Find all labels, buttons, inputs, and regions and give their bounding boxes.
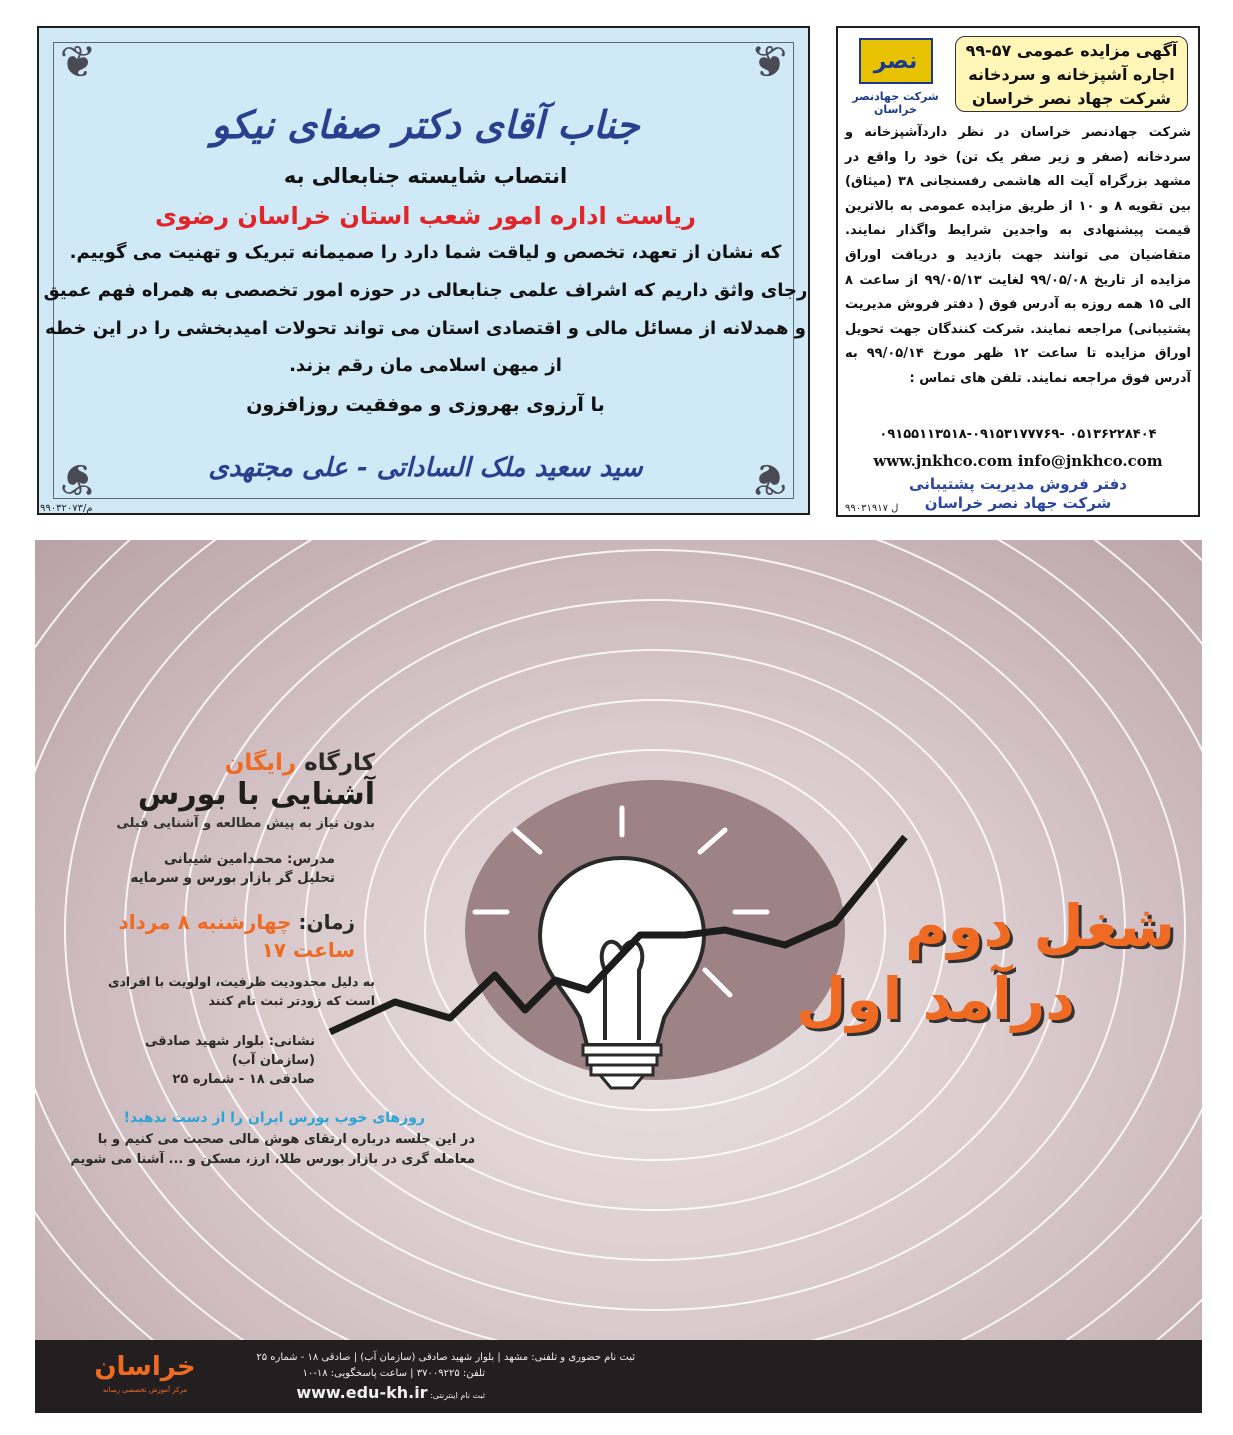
address-line: (سازمان آب): [231, 1053, 315, 1068]
auction-body: شرکت جهادنصر خراسان در نظر داردآشپزخانه و سردخانه (صفر و زیر صفر یک تن) خود را واقع در مشهد بزرگراه آیت اله هاشمی رفسنجانی ۳۸ (میثاق) بین تقویه ۸ و ۱۰ از طریق مزایده عمومی به بالاترین قیمت پیشنهادی به واجدین شرایط واگذار نمایند. متقاضیان می توانند جهت بازدید و دریافت اوراق مزایده از تاریخ ۹۹/۰۵/۰۸ لغایت ۹۹/۰۵/۱۳ از ساعت ۸ الی ۱۵ همه روزه به آدرس فوق ( دفتر فروش مدیریت پشتیبانی) مراجعه نمایند. شرکت کنندگان جهت تحویل اوراق مزایده تا ساعت ۱۲ ظهر مورخ ۹۹/۰۵/۱۴ به آدرس فوق مراجعه نمایند. تلفن های تماس :: [845, 125, 1192, 386]
ornament-icon: ❦: [750, 37, 788, 88]
teacher-role: تحلیل گر بازار بورس و سرمایه: [130, 870, 335, 886]
body-line: رجای واثق داریم که اشراف علمی جنابعالی در حوزه امور تخصصی به همراه فهم عمیق: [43, 280, 808, 301]
department-name: دفتر فروش مدیریت پشتیبانی: [909, 475, 1127, 493]
footer-registration: ثبت نام حضوری و تلفنی: مشهد | بلوار شهید صادقی (سازمان آب) | صادقی ۱۸ - شماره ۲۵: [256, 1352, 635, 1363]
teacher-info: [55, 850, 335, 888]
capacity-line: است که زودتر ثبت نام کنند: [208, 993, 375, 1008]
workshop-title: آشنایی با بورس: [137, 777, 375, 812]
address-line: نشانی: بلوار شهید صادقی: [144, 1034, 315, 1049]
ad-code: ۹۹۰۳۱۹۱۷ ل: [845, 503, 899, 514]
position-line: ریاست اداره امور شعب استان خراسان رضوی: [155, 202, 696, 230]
session-description: [55, 1130, 475, 1170]
workshop-subtitle: بدون نیاز به پیش مطالعه و آشنایی قبلی: [116, 816, 375, 831]
address-line: صادقی ۱۸ - شماره ۲۵: [172, 1072, 315, 1087]
contact-phones: ۰۹۱۵۵۱۱۳۵۱۸-۰۹۱۵۳۱۷۷۷۶۹- ۰۵۱۳۶۲۲۸۴۰۴: [879, 427, 1157, 442]
headline-second-job: شغل دوم: [904, 892, 1175, 960]
brand-logo: خراسان: [94, 1352, 196, 1382]
website-link[interactable]: www.edu-kh.ir: [296, 1383, 428, 1402]
time-day: چهارشنبه ۸ مرداد: [118, 910, 292, 934]
website-label: ثبت نام اینترنتی:: [427, 1391, 485, 1400]
body-line: از میهن اسلامی مان رقم بزند.: [289, 355, 562, 376]
appointment-line: انتصاب شایسته جنابعالی به: [283, 164, 568, 188]
description-line: معامله گری در بازار بورس طلا، ارز، مسکن و ... آشنا می شویم: [70, 1152, 475, 1167]
auction-title: آگهی مزایده عمومی ۵۷-۹۹: [965, 41, 1178, 60]
body-line: و همدلانه از مسائل مالی و اقتصادی استان می تواند تحولات امیدبخشی را در این خطه: [45, 318, 806, 339]
description-line: در این جلسه درباره ارتقای هوش مالی صحبت می کنیم و با: [97, 1132, 475, 1147]
address-info: [55, 1032, 315, 1089]
workshop-poster: [35, 540, 1202, 1413]
workshop-label: [75, 750, 375, 776]
auction-title-box: [955, 36, 1188, 112]
website-email: www.jnkhco.com info@jnkhco.com: [873, 452, 1163, 470]
ornament-icon: ❦: [750, 453, 788, 504]
ornament-icon: ❦: [59, 453, 97, 504]
footer-website: [185, 1383, 485, 1402]
company-logo: [843, 38, 948, 116]
headline-first-income: درآمد اول: [796, 965, 1075, 1033]
brand-subtitle: مرکز آموزش تخصصی رسانه: [102, 1386, 188, 1394]
free-badge: رایگان: [224, 750, 297, 776]
congratulation-ad: [37, 26, 810, 515]
workshop-prefix: کارگاه: [296, 750, 375, 776]
signers: سید سعید ملک الساداتی - علی مجتهدی: [208, 453, 643, 483]
time-label: زمان:: [291, 910, 355, 934]
addressee-heading: جناب آقای دکتر صفای نیکو: [211, 102, 640, 147]
wishes-line: با آرزوی بهروزی و موفقیت روزافزون: [246, 394, 605, 416]
slogan: روزهای خوب بورس ایران را از دست ندهید!: [123, 1110, 425, 1126]
capacity-line: به دلیل محدودیت ظرفیت، اولویت با افرادی: [108, 974, 375, 989]
capacity-note: [55, 972, 375, 1010]
body-line: که نشان از تعهد، تخصص و لیاقت شما دارد را صمیمانه تبریک و تهنیت می گوییم.: [69, 242, 782, 263]
teacher-name: مدرس: محمدامین شیبانی: [163, 851, 335, 867]
auction-subject: اجاره آشپزخانه و سردخانه: [968, 65, 1175, 84]
logo-mark: نصر: [859, 38, 933, 84]
logo-caption: شرکت جهادنصر خراسان: [852, 90, 939, 116]
time-hour: ساعت ۱۷: [261, 938, 355, 962]
auction-company: شرکت جهاد نصر خراسان: [971, 89, 1172, 108]
ad-code: م/۹۹۰۳۲۰۷۳: [40, 503, 93, 514]
footer-phone: تلفن: ۳۷۰۰۹۲۲۵ | ساعت پاسخگویی: ۱۸-۱۰: [302, 1368, 485, 1379]
ornament-icon: ❦: [59, 37, 97, 88]
company-name: شرکت جهاد نصر خراسان: [924, 494, 1112, 512]
time-info: [55, 908, 355, 964]
